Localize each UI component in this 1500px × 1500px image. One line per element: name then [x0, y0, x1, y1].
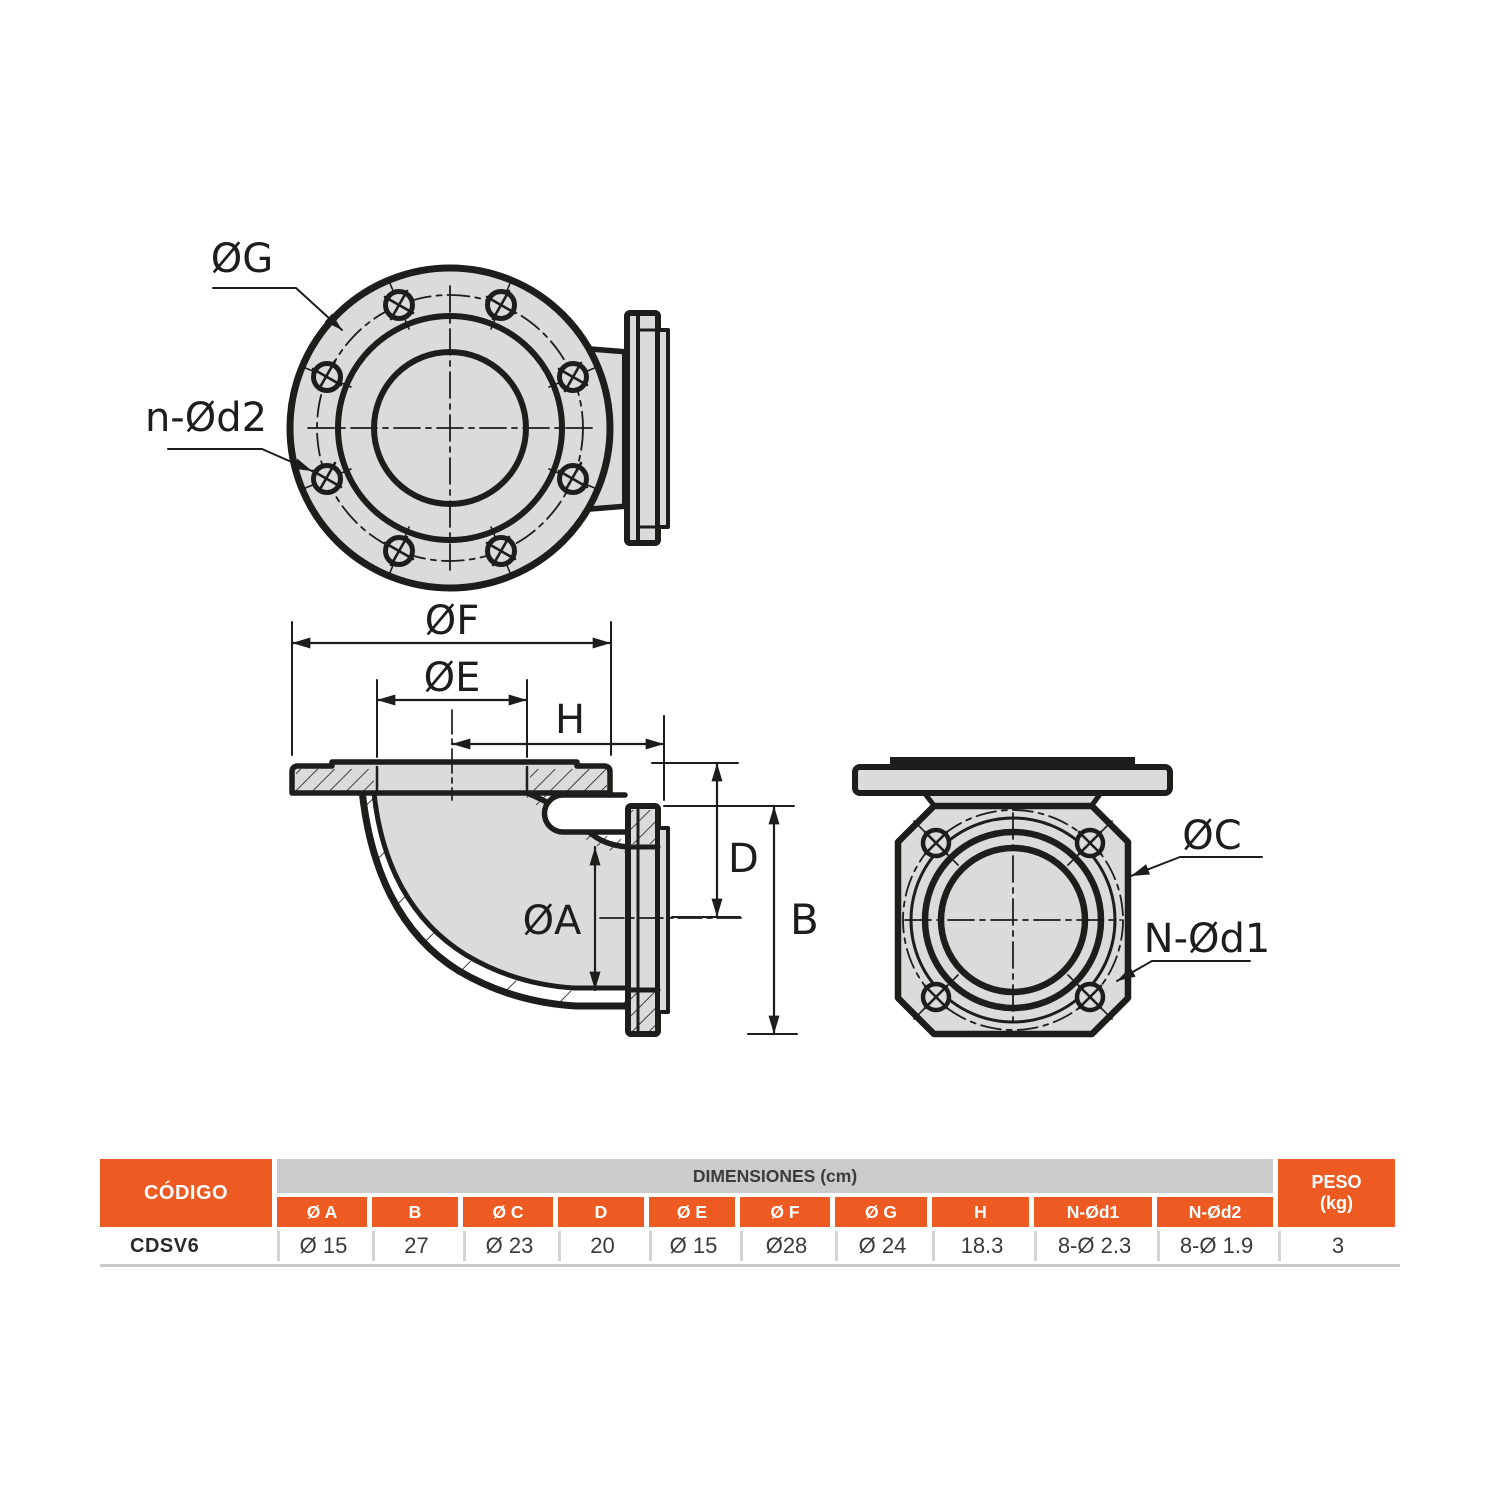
- value-d: 20: [558, 1231, 644, 1261]
- leader-bolt-circle: [213, 288, 342, 330]
- col-header-of: Ø F: [740, 1197, 830, 1227]
- col-header-oa: Ø A: [277, 1197, 367, 1227]
- value-of: Ø28: [740, 1231, 830, 1261]
- front-view: [855, 757, 1270, 1034]
- label-oc: ØC: [1182, 813, 1242, 859]
- value-h: 18.3: [932, 1231, 1029, 1261]
- top-view-side-flange: [627, 313, 658, 543]
- col-header-nod2: N-Ød2: [1157, 1197, 1273, 1227]
- front-top-plate: [855, 767, 1170, 793]
- col-header-oe: Ø E: [649, 1197, 735, 1227]
- peso-line1: PESO: [1311, 1172, 1362, 1193]
- col-header-nod1: N-Ød1: [1034, 1197, 1152, 1227]
- table-bottom-border: [100, 1264, 1400, 1267]
- value-oc: Ø 23: [463, 1231, 553, 1261]
- peso-line2: (kg): [1320, 1193, 1353, 1213]
- value-oe: Ø 15: [649, 1231, 735, 1261]
- value-oa: Ø 15: [277, 1231, 367, 1261]
- label-h: H: [554, 697, 586, 743]
- table-header-dimensiones: DIMENSIONES (cm): [277, 1159, 1273, 1193]
- side-section-view: [292, 598, 819, 1034]
- col-header-og: Ø G: [835, 1197, 927, 1227]
- label-n-od2: n-Ød2: [144, 395, 268, 441]
- recess-channel: [545, 795, 626, 832]
- col-header-d: D: [558, 1197, 644, 1227]
- leader-front-bolt-circle: [1131, 857, 1262, 876]
- label-og: ØG: [210, 236, 274, 282]
- label-oa: ØA: [522, 898, 582, 944]
- value-peso: 3: [1278, 1231, 1395, 1261]
- top-view: [145, 236, 668, 588]
- label-b: B: [790, 895, 819, 944]
- col-header-h: H: [932, 1197, 1029, 1227]
- label-oe: ØE: [423, 655, 481, 701]
- col-header-b: B: [372, 1197, 458, 1227]
- leader-front-bolt-holes: [1117, 961, 1250, 981]
- table-header-peso: [1278, 1159, 1395, 1227]
- label-d: D: [728, 836, 759, 882]
- label-of: ØF: [424, 598, 480, 644]
- value-og: Ø 24: [835, 1231, 927, 1261]
- row-codigo: CDSV6: [100, 1231, 272, 1261]
- spec-table: [100, 1159, 1400, 1267]
- label-n-od1: N-Ød1: [1143, 916, 1271, 962]
- value-b: 27: [372, 1231, 458, 1261]
- value-nod2: 8-Ø 1.9: [1157, 1231, 1273, 1261]
- value-nod1: 8-Ø 2.3: [1034, 1231, 1152, 1261]
- col-header-oc: Ø C: [463, 1197, 553, 1227]
- table-header-codigo: CÓDIGO: [100, 1159, 272, 1227]
